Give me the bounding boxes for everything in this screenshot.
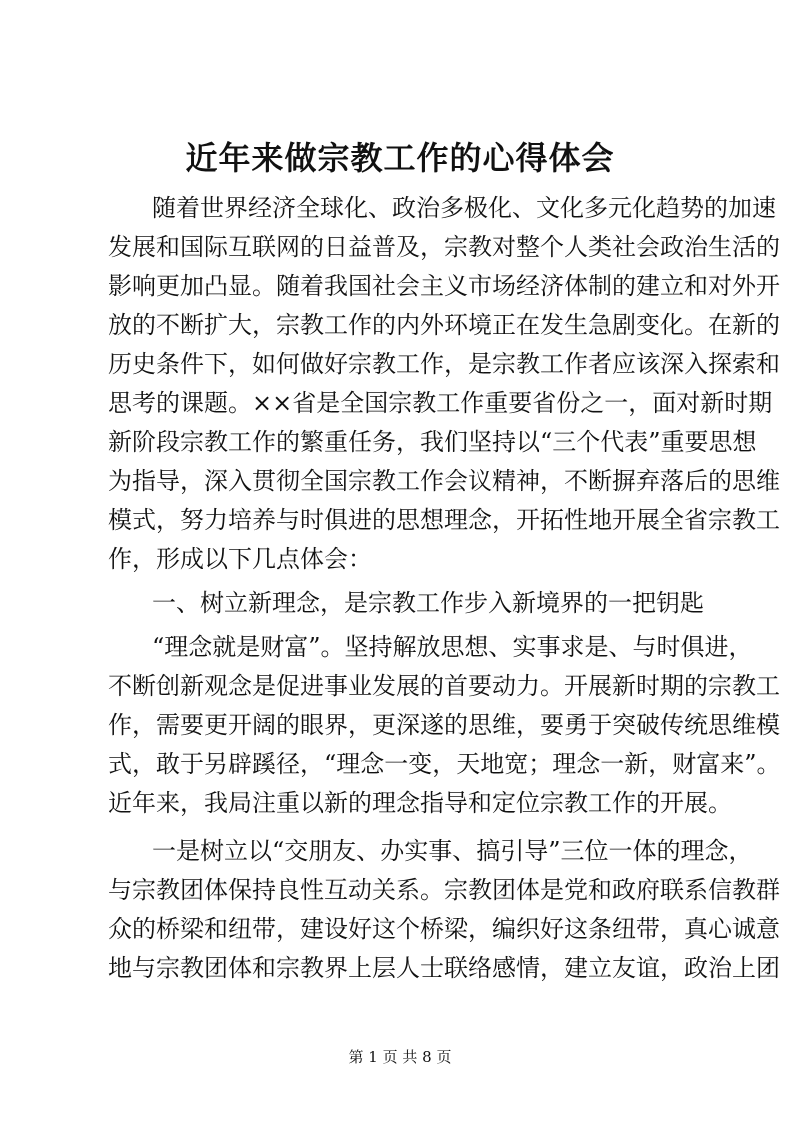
body-line: 众的桥梁和纽带，建设好这个桥梁，编织好这条纽带，真心诚意 <box>108 915 780 943</box>
body-line: 新阶段宗教工作的繁重任务，我们坚持以“三个代表”重要思想 <box>108 428 757 456</box>
body-line: “理念就是财富”。坚持解放思想、实事求是、与时俱进， <box>152 633 753 661</box>
body-line: 地与宗教团体和宗教界上层人士联络感情，建立友谊，政治上团 <box>108 954 780 982</box>
body-line: 模式，努力培养与时俱进的思想理念，开拓性地开展全省宗教工 <box>108 506 780 534</box>
body-line: 式，敢于另辟蹊径，“理念一变，天地宽；理念一新，财富来”。 <box>108 750 781 778</box>
section-heading: 一、树立新理念，是宗教工作步入新境界的一把钥匙 <box>152 589 704 617</box>
body-line: 放的不断扩大，宗教工作的内外环境正在发生急剧变化。在新的 <box>108 311 780 339</box>
body-line: 随着世界经济全球化、政治多极化、文化多元化趋势的加速 <box>152 194 776 222</box>
body-line: 与宗教团体保持良性互动关系。宗教团体是党和政府联系信教群 <box>108 876 780 904</box>
body-line: 作，形成以下几点体会： <box>108 545 372 573</box>
body-line: 历史条件下，如何做好宗教工作，是宗教工作者应该深入探索和 <box>108 350 780 378</box>
page-number-footer: 第 1 页 共 8 页 <box>348 1048 452 1066</box>
body-line: 一是树立以“交朋友、办实事、搞引导”三位一体的理念， <box>152 837 753 865</box>
body-line: 不断创新观念是促进事业发展的首要动力。开展新时期的宗教工 <box>108 672 780 700</box>
document-title: 近年来做宗教工作的心得体会 <box>185 139 615 177</box>
body-line: 作，需要更开阔的眼界，更深遂的思维，要勇于突破传统思维模 <box>108 711 780 739</box>
body-line: 为指导，深入贯彻全国宗教工作会议精神，不断摒弃落后的思维 <box>108 467 780 495</box>
body-line: 发展和国际互联网的日益普及，宗教对整个人类社会政治生活的 <box>108 233 780 261</box>
body-line: 近年来，我局注重以新的理念指导和定位宗教工作的开展。 <box>108 789 732 817</box>
body-line: 思考的课题。××省是全国宗教工作重要省份之一，面对新时期 <box>108 389 773 417</box>
body-line: 影响更加凸显。随着我国社会主义市场经济体制的建立和对外开 <box>108 272 780 300</box>
